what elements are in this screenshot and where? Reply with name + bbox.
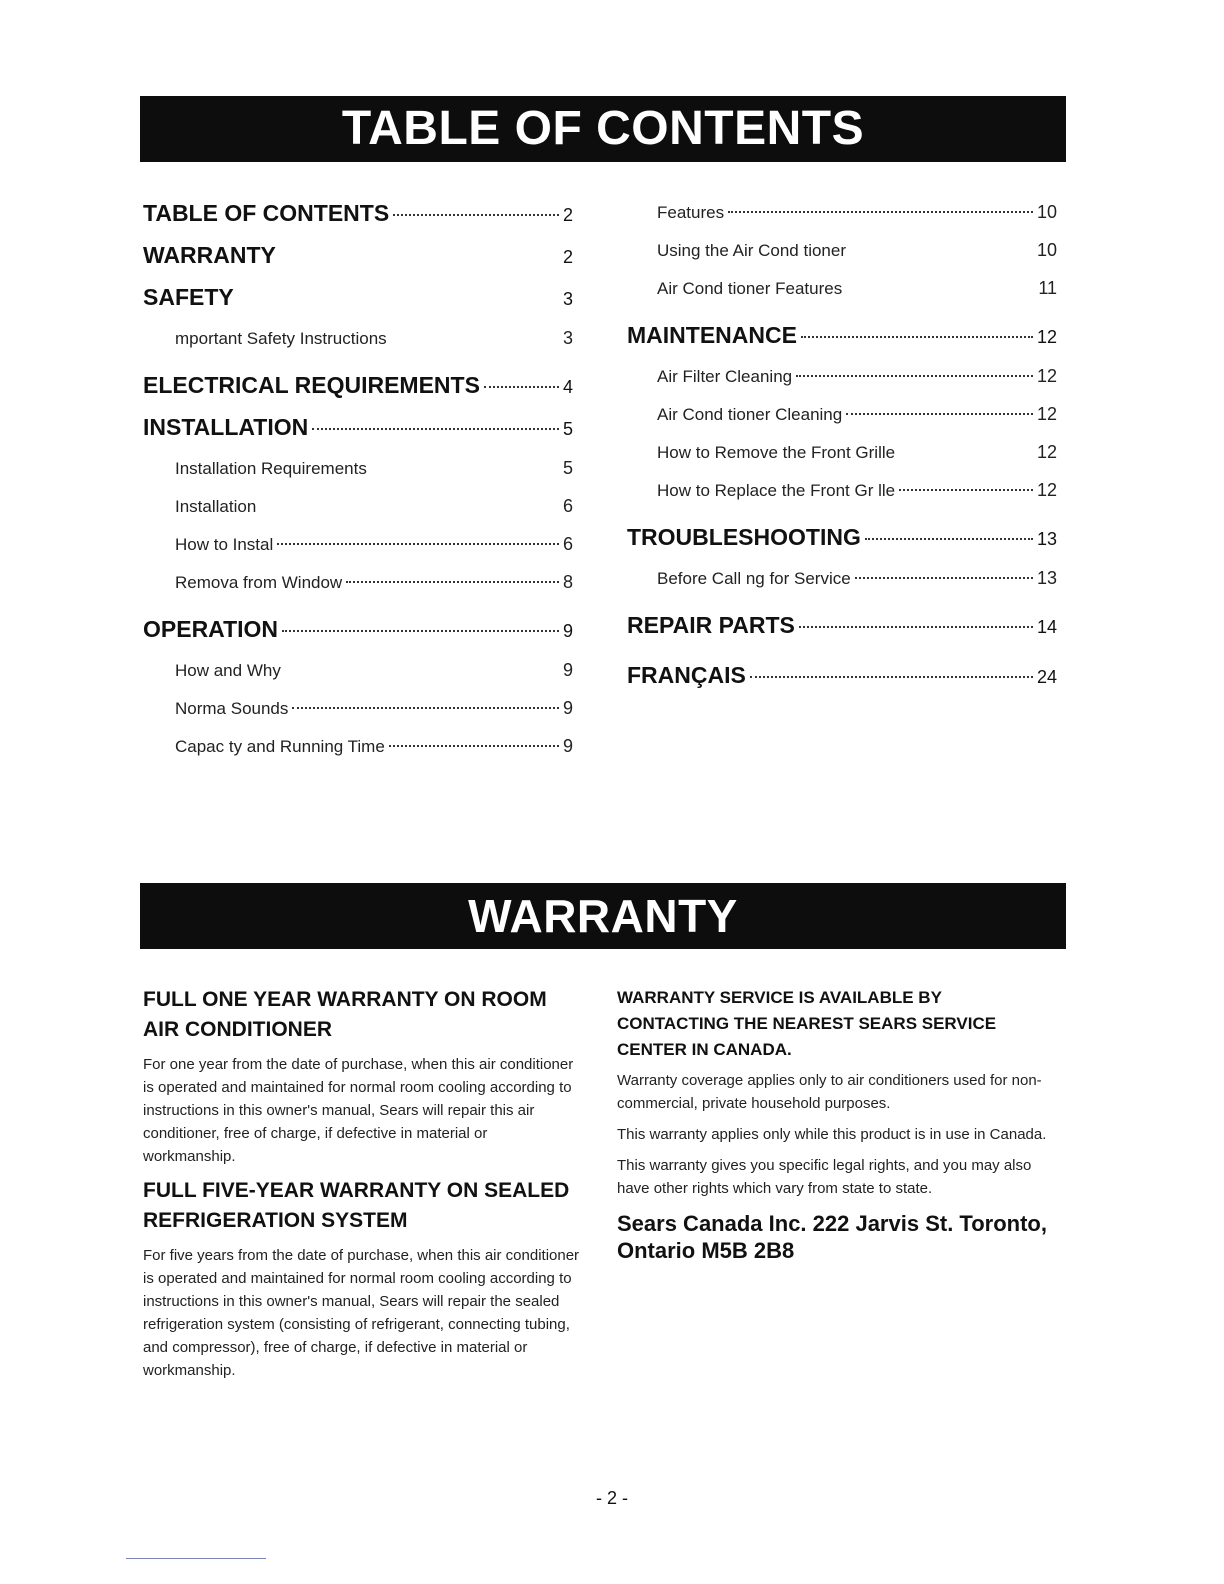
toc-entry-title: FRANÇAIS bbox=[627, 662, 746, 688]
toc-page-number: 4 bbox=[562, 377, 573, 397]
toc-page-number: 3 bbox=[562, 289, 573, 309]
toc-entry-operation bbox=[143, 611, 573, 653]
toc-entry-how-to-remove-the-front-grille bbox=[627, 435, 1057, 473]
toc-entry-table-of-contents bbox=[143, 195, 573, 237]
toc-entry-title: Features bbox=[657, 203, 725, 222]
toc-entry-title: Air Filter Cleaning bbox=[657, 367, 793, 386]
toc-page-number: 12 bbox=[1036, 404, 1057, 424]
toc-dot-leader bbox=[846, 413, 1033, 415]
toc-entry-title: Remova from Window bbox=[175, 573, 343, 592]
toc-entry-remova-from-window bbox=[143, 565, 573, 603]
toc-page-number: 9 bbox=[562, 660, 573, 680]
toc-page-number: 6 bbox=[562, 534, 573, 554]
toc-entry-air-cond-tioner-features bbox=[627, 271, 1057, 309]
toc-dot-leader bbox=[799, 626, 1033, 628]
toc-entry-how-to-replace-the-front-gr-lle bbox=[627, 473, 1057, 511]
toc-dot-leader bbox=[899, 489, 1033, 491]
toc-entry-title: Installation Requirements bbox=[175, 459, 367, 478]
toc-entry-maintenance bbox=[627, 317, 1057, 359]
toc-heading: TABLE OF CONTENTS bbox=[140, 96, 1066, 162]
warranty-service-heading: WARRANTY SERVICE IS AVAILABLE BY CONTACTING THE NEAREST SEARS SERVICE CENTER IN CANADA. bbox=[617, 988, 997, 1059]
toc-right-column bbox=[627, 195, 1057, 699]
toc-page-number: 12 bbox=[1036, 480, 1057, 500]
toc-dot-leader bbox=[282, 630, 559, 632]
toc-page-number: 24 bbox=[1036, 667, 1057, 687]
toc-entry-mportant-safety-instructions bbox=[143, 321, 573, 359]
legal-rights-text: This warranty gives you specific legal rights, and you may also have other rights which vary from state to state. bbox=[617, 1157, 1032, 1197]
toc-entry-air-filter-cleaning bbox=[627, 359, 1057, 397]
toc-page-number: 13 bbox=[1036, 568, 1057, 588]
toc-dot-leader bbox=[393, 214, 559, 216]
toc-dot-leader bbox=[389, 745, 559, 747]
toc-entry-title: mportant Safety Instructions bbox=[175, 329, 387, 348]
toc-page-number: 9 bbox=[562, 736, 573, 756]
toc-entry-norma-sounds bbox=[143, 691, 573, 729]
toc-dot-leader bbox=[312, 428, 559, 430]
coverage-text: Warranty coverage applies only to air conditioners used for non-commercial, private household purposes. bbox=[617, 1072, 1042, 1112]
toc-page-number: 9 bbox=[562, 621, 573, 641]
toc-page-number: 2 bbox=[562, 247, 573, 267]
toc-page-number: 3 bbox=[562, 328, 573, 348]
toc-entry-title: Capac ty and Running Time bbox=[175, 737, 385, 756]
toc-page-number: 2 bbox=[562, 205, 573, 225]
toc-entry-title: OPERATION bbox=[143, 616, 279, 642]
toc-page-number: 5 bbox=[562, 419, 573, 439]
toc-entry-title: SAFETY bbox=[143, 284, 234, 310]
toc-page-number: 8 bbox=[562, 572, 573, 592]
toc-page-number: 11 bbox=[1038, 278, 1057, 298]
toc-entry-title: Norma Sounds bbox=[175, 699, 289, 718]
sears-address: Sears Canada Inc. 222 Jarvis St. Toronto, Ontario M5B 2B8 bbox=[617, 1211, 1047, 1263]
canada-use-text: This warranty applies only while this product is in use in Canada. bbox=[617, 1126, 1047, 1143]
toc-dot-leader bbox=[855, 577, 1033, 579]
toc-entry-title: Air Cond tioner Cleaning bbox=[657, 405, 843, 424]
toc-entry-title: REPAIR PARTS bbox=[627, 612, 795, 638]
toc-entry-safety bbox=[143, 279, 573, 321]
toc-entry-capac-ty-and-running-time bbox=[143, 729, 573, 767]
one-year-warranty-heading: FULL ONE YEAR WARRANTY ON ROOM AIR CONDITIONER bbox=[143, 988, 547, 1041]
toc-page-number: 6 bbox=[562, 496, 573, 516]
toc-entry-title: MAINTENANCE bbox=[627, 322, 797, 348]
toc-entry-features bbox=[627, 195, 1057, 233]
toc-entry-installation-requirements bbox=[143, 451, 573, 489]
one-year-warranty-text: For one year from the date of purchase, when this air conditioner is operated and maintained for normal room cooling according to instructions in this owner's manual, Sears will repair this air conditioner, free of charge, if defective in material or workmanship. bbox=[143, 1056, 574, 1165]
warranty-right-column bbox=[617, 985, 1057, 1264]
toc-entry-title: TROUBLESHOOTING bbox=[627, 524, 861, 550]
toc-entry-title: ELECTRICAL REQUIREMENTS bbox=[143, 372, 480, 398]
five-year-warranty-heading: FULL FIVE-YEAR WARRANTY ON SEALED REFRIGERATION SYSTEM bbox=[143, 1179, 570, 1232]
toc-page-number: 12 bbox=[1036, 366, 1057, 386]
toc-entry-air-cond-tioner-cleaning bbox=[627, 397, 1057, 435]
toc-entry-before-call-ng-for-service bbox=[627, 561, 1057, 599]
toc-entry-title: How to Instal bbox=[175, 535, 274, 554]
toc-dot-leader bbox=[801, 336, 1033, 338]
footer-rule bbox=[126, 1558, 266, 1559]
toc-dot-leader bbox=[484, 386, 559, 388]
toc-entry-title: How to Replace the Front Gr lle bbox=[657, 481, 896, 500]
warranty-heading: WARRANTY bbox=[140, 883, 1066, 949]
toc-entry-troubleshooting bbox=[627, 519, 1057, 561]
toc-entry-installation bbox=[143, 489, 573, 527]
toc-dot-leader bbox=[277, 543, 559, 545]
toc-entry-how-and-why bbox=[143, 653, 573, 691]
toc-entry-electrical-requirements bbox=[143, 367, 573, 409]
toc-page-number: 10 bbox=[1036, 240, 1057, 260]
toc-page-number: 12 bbox=[1036, 327, 1057, 347]
toc-page-number: 5 bbox=[562, 458, 573, 478]
warranty-left-column bbox=[143, 985, 583, 1390]
toc-entry-title: How to Remove the Front Grille bbox=[657, 443, 896, 462]
toc-entry-title: Air Cond tioner Features bbox=[657, 279, 843, 298]
toc-page-number: 10 bbox=[1036, 202, 1057, 222]
toc-entry-title: INSTALLATION bbox=[143, 414, 309, 440]
toc-entry-title: Using the Air Cond tioner bbox=[657, 241, 846, 260]
toc-entry-title: Before Call ng for Service bbox=[657, 569, 851, 588]
toc-dot-leader bbox=[728, 211, 1033, 213]
toc-dot-leader bbox=[796, 375, 1033, 377]
toc-left-column bbox=[143, 195, 573, 767]
toc-entry-warranty bbox=[143, 237, 573, 279]
toc-dot-leader bbox=[750, 676, 1033, 678]
toc-entry-using-the-air-cond-tioner bbox=[627, 233, 1057, 271]
toc-dot-leader bbox=[292, 707, 559, 709]
toc-dot-leader bbox=[865, 538, 1033, 540]
toc-page-number: 9 bbox=[562, 698, 573, 718]
toc-entry-title: Installation bbox=[175, 497, 257, 516]
toc-dot-leader bbox=[346, 581, 559, 583]
toc-entry-title: TABLE OF CONTENTS bbox=[143, 200, 390, 226]
toc-entry-title: How and Why bbox=[175, 661, 281, 680]
page-number: - 2 - bbox=[595, 1488, 628, 1508]
toc-entry-installation bbox=[143, 409, 573, 451]
toc-page-number: 12 bbox=[1036, 442, 1057, 462]
toc-entry-title: WARRANTY bbox=[143, 242, 276, 268]
toc-entry-fran-ais bbox=[627, 657, 1057, 699]
five-year-warranty-text: For five years from the date of purchase, when this air conditioner is operated and maintained for normal room cooling according to instructions in this owner's manual, Sears will repair the sealed refrigeration system (consisting of refrigerant, connecting tubing, and compressor), free of charge, if defective in material or workmanship. bbox=[143, 1247, 580, 1379]
toc-entry-repair-parts bbox=[627, 607, 1057, 649]
toc-page-number: 13 bbox=[1036, 529, 1057, 549]
toc-page-number: 14 bbox=[1036, 617, 1057, 637]
toc-entry-how-to-instal bbox=[143, 527, 573, 565]
